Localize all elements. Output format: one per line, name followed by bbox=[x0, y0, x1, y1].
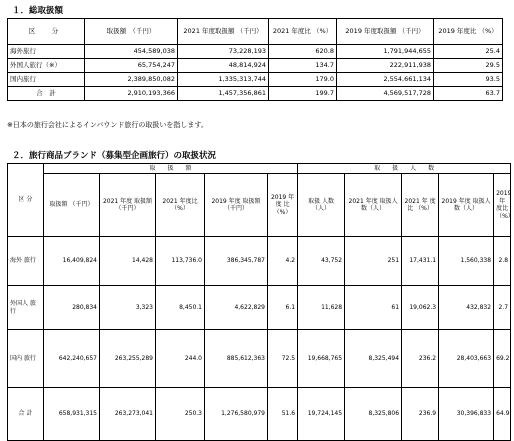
column-header: 2021 年度比（%） bbox=[156, 174, 205, 237]
table-cell: 4.2 bbox=[268, 237, 298, 286]
table-cell: 2.8 bbox=[494, 237, 511, 286]
table-cell: 72.5 bbox=[268, 330, 298, 388]
table-cell: 250.3 bbox=[156, 388, 205, 441]
table-row bbox=[8, 59, 503, 73]
table-header-row bbox=[8, 174, 511, 237]
table-total-row bbox=[8, 388, 511, 441]
table-cell: 8,325,806 bbox=[345, 388, 402, 441]
table-cell: 134.7 bbox=[269, 59, 337, 73]
column-header: 取扱 人数 （人） bbox=[298, 174, 345, 237]
table-cell: 280,834 bbox=[44, 286, 100, 330]
table-cell: 29.5 bbox=[434, 59, 503, 73]
table-cell: 30,396,833 bbox=[439, 388, 494, 441]
table-cell: 620.8 bbox=[269, 45, 337, 59]
table-cell: 2,554,661,134 bbox=[337, 73, 434, 87]
table-cell: 61 bbox=[345, 286, 402, 330]
row-label: 外国人 旅行 bbox=[8, 286, 44, 330]
table-header-row bbox=[8, 19, 503, 45]
table-cell: 244.0 bbox=[156, 330, 205, 388]
table-row bbox=[8, 330, 511, 388]
table-cell: 4,622,829 bbox=[205, 286, 268, 330]
total-handling-table bbox=[7, 18, 503, 101]
table-cell: 199.7 bbox=[269, 87, 337, 101]
table-cell: 19,668,765 bbox=[298, 330, 345, 388]
table-cell: 2,389,850,082 bbox=[85, 73, 178, 87]
table-cell: 69.2 bbox=[494, 330, 511, 388]
table-cell: 25.4 bbox=[434, 45, 503, 59]
table-row bbox=[8, 237, 511, 286]
table-cell: 93.5 bbox=[434, 73, 503, 87]
column-header: 2019 年 度比 （%） bbox=[494, 174, 511, 237]
table-cell: 885,612,363 bbox=[205, 330, 268, 388]
table-cell: 263,273,041 bbox=[100, 388, 156, 441]
table-cell: 19,724,145 bbox=[298, 388, 345, 441]
table-cell: 11,628 bbox=[298, 286, 345, 330]
table-cell: 64.9 bbox=[494, 388, 511, 441]
table-cell: 51.6 bbox=[268, 388, 298, 441]
table-cell: 17,431.1 bbox=[402, 237, 439, 286]
column-header: 取扱額 （千円） bbox=[44, 174, 100, 237]
table-cell: 16,409,824 bbox=[44, 237, 100, 286]
row-label: 合 計 bbox=[8, 87, 85, 101]
column-header: 2021 年度 取扱額 （千円） bbox=[100, 174, 156, 237]
table-cell: 179.0 bbox=[269, 73, 337, 87]
table-cell: 19,062.3 bbox=[402, 286, 439, 330]
row-label: 海外旅行 bbox=[8, 45, 85, 59]
row-label: 国内旅行 bbox=[8, 73, 85, 87]
corner-header: 区 分 bbox=[8, 164, 44, 237]
table-cell: 8,450.1 bbox=[156, 286, 205, 330]
table-cell: 1,791,944,655 bbox=[337, 45, 434, 59]
table-cell: 2,910,193,366 bbox=[85, 87, 178, 101]
table-cell: 1,335,313,744 bbox=[178, 73, 269, 87]
table-cell: 63.7 bbox=[434, 87, 503, 101]
table-cell: 28,403,663 bbox=[439, 330, 494, 388]
table-cell: 222,911,938 bbox=[337, 59, 434, 73]
brand-handling-table bbox=[7, 163, 514, 441]
column-header: 2021 年度 取扱人数（人） bbox=[345, 174, 402, 237]
table-row bbox=[8, 45, 503, 59]
table-cell: 263,255,289 bbox=[100, 330, 156, 388]
table-cell: 73,228,193 bbox=[178, 45, 269, 59]
group-header-amount: 取 扱 額 bbox=[44, 164, 298, 174]
row-label: 合 計 bbox=[8, 388, 44, 441]
column-header: 2021 年度比 （%） bbox=[269, 19, 337, 45]
table-cell: 6.1 bbox=[268, 286, 298, 330]
table-cell: 65,754,247 bbox=[85, 59, 178, 73]
table-cell: 4,569,517,728 bbox=[337, 87, 434, 101]
footnote: ※日本の旅行会社によるインバウンド旅行の取扱いを指します。 bbox=[7, 121, 208, 129]
column-header: 2019 年度 取扱人数（人） bbox=[439, 174, 494, 237]
table-cell: 8,325,494 bbox=[345, 330, 402, 388]
table-cell: 1,276,580,979 bbox=[205, 388, 268, 441]
column-header: 2019 年度 取扱額 （千円） bbox=[205, 174, 268, 237]
table-cell: 14,428 bbox=[100, 237, 156, 286]
table-row bbox=[8, 286, 511, 330]
table-cell: 2.7 bbox=[494, 286, 511, 330]
table-cell: 251 bbox=[345, 237, 402, 286]
table-cell: 658,931,315 bbox=[44, 388, 100, 441]
table-cell: 236.2 bbox=[402, 330, 439, 388]
section1-heading: １．総取扱額 bbox=[12, 6, 64, 16]
column-header: 2021 年 度 比 （%） bbox=[402, 174, 439, 237]
table-row bbox=[8, 73, 503, 87]
column-header: 区 分 bbox=[8, 19, 85, 45]
table-total-row bbox=[8, 87, 503, 101]
row-label: 海外 旅行 bbox=[8, 237, 44, 286]
table-cell: 432,832 bbox=[439, 286, 494, 330]
table-cell: 113,736.0 bbox=[156, 237, 205, 286]
table-cell: 48,814,924 bbox=[178, 59, 269, 73]
section2-heading: ２．旅行商品ブランド（募集型企画旅行）の取扱状況 bbox=[12, 151, 217, 161]
column-header: 2021 年度取扱額 （千円） bbox=[178, 19, 269, 45]
row-label: 外国人旅行（※） bbox=[8, 59, 85, 73]
table-cell: 1,457,356,861 bbox=[178, 87, 269, 101]
column-header: 2019 年 度 比（%） bbox=[268, 174, 298, 237]
table-cell: 236.9 bbox=[402, 388, 439, 441]
table-cell: 454,589,038 bbox=[85, 45, 178, 59]
table-cell: 3,323 bbox=[100, 286, 156, 330]
table-cell: 386,345,787 bbox=[205, 237, 268, 286]
table-cell: 43,752 bbox=[298, 237, 345, 286]
column-header: 2019 年度取扱額 （千円） bbox=[337, 19, 434, 45]
column-header: 取扱額 （千円） bbox=[85, 19, 178, 45]
group-header-persons: 取 扱 人 数 bbox=[298, 164, 511, 174]
table-cell: 1,560,338 bbox=[439, 237, 494, 286]
table-cell: 642,240,657 bbox=[44, 330, 100, 388]
row-label: 国内 旅行 bbox=[8, 330, 44, 388]
group-header-row bbox=[8, 164, 511, 174]
column-header: 2019 年度比 （%） bbox=[434, 19, 503, 45]
